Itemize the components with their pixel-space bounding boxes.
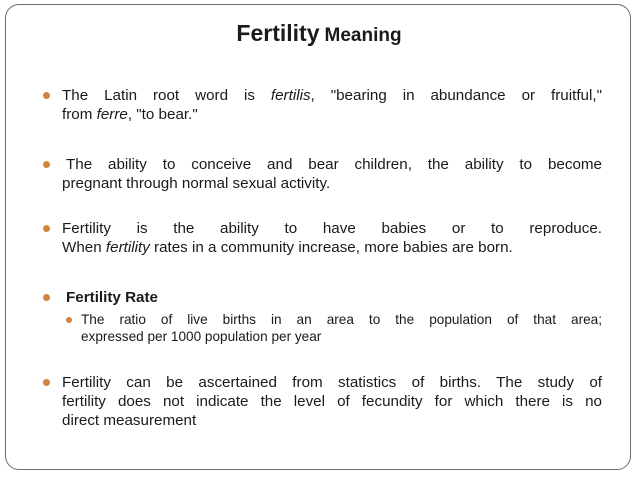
bullet-dot-icon bbox=[43, 379, 50, 386]
bullet-line bbox=[62, 105, 602, 124]
sub-bullet-item-ratio bbox=[81, 311, 602, 345]
text-run: When bbox=[62, 239, 106, 256]
bullet-dot-icon bbox=[43, 92, 50, 99]
bullet-item-ability bbox=[62, 155, 602, 193]
bullet-line: Fertility can be ascertained from statistics of births. The study of bbox=[62, 374, 602, 391]
text-run: from bbox=[62, 106, 97, 123]
text-run: , "bearing in abundance or fruitful," bbox=[310, 87, 602, 104]
sub-bullet-dot-icon bbox=[66, 317, 72, 323]
sub-bullet-line: expressed per 1000 population per year bbox=[81, 329, 322, 344]
bullet-line bbox=[62, 86, 602, 105]
title-rest: Meaning bbox=[324, 25, 402, 46]
text-run-italic: ferre bbox=[96, 106, 128, 123]
bullet-line: direct measurement bbox=[62, 412, 197, 429]
bullet-item-statistics bbox=[62, 373, 602, 430]
bullet-heading: Fertility Rate bbox=[66, 289, 158, 306]
bullet-item-latin-root bbox=[62, 86, 602, 124]
text-run-italic: fertility bbox=[105, 239, 150, 256]
text-run: , "to bear." bbox=[127, 106, 198, 123]
text-run-italic: fertilis bbox=[270, 87, 311, 104]
bullet-line: fertility does not indicate the level of fecundity for which there is no bbox=[62, 393, 602, 410]
bullet-line bbox=[62, 238, 602, 257]
text-run: rates in a community increase, more babies are born. bbox=[149, 239, 513, 256]
bullet-dot-icon bbox=[43, 161, 50, 168]
bullet-line: Fertility is the ability to have babies or to reproduce. bbox=[62, 220, 602, 237]
bullet-dot-icon bbox=[43, 225, 50, 232]
title-keyword: Fertility bbox=[236, 20, 320, 46]
bullet-item-reproduce bbox=[62, 219, 602, 257]
bullet-dot-icon bbox=[43, 294, 50, 301]
bullet-line: The ability to conceive and bear children, the ability to become bbox=[66, 156, 602, 173]
bullet-line: pregnant through normal sexual activity. bbox=[62, 175, 331, 192]
sub-bullet-line: The ratio of live births in an area to the population of that area; bbox=[81, 312, 602, 327]
text-run: The Latin root word is bbox=[62, 87, 271, 104]
bullet-item-fertility-rate bbox=[62, 288, 602, 307]
